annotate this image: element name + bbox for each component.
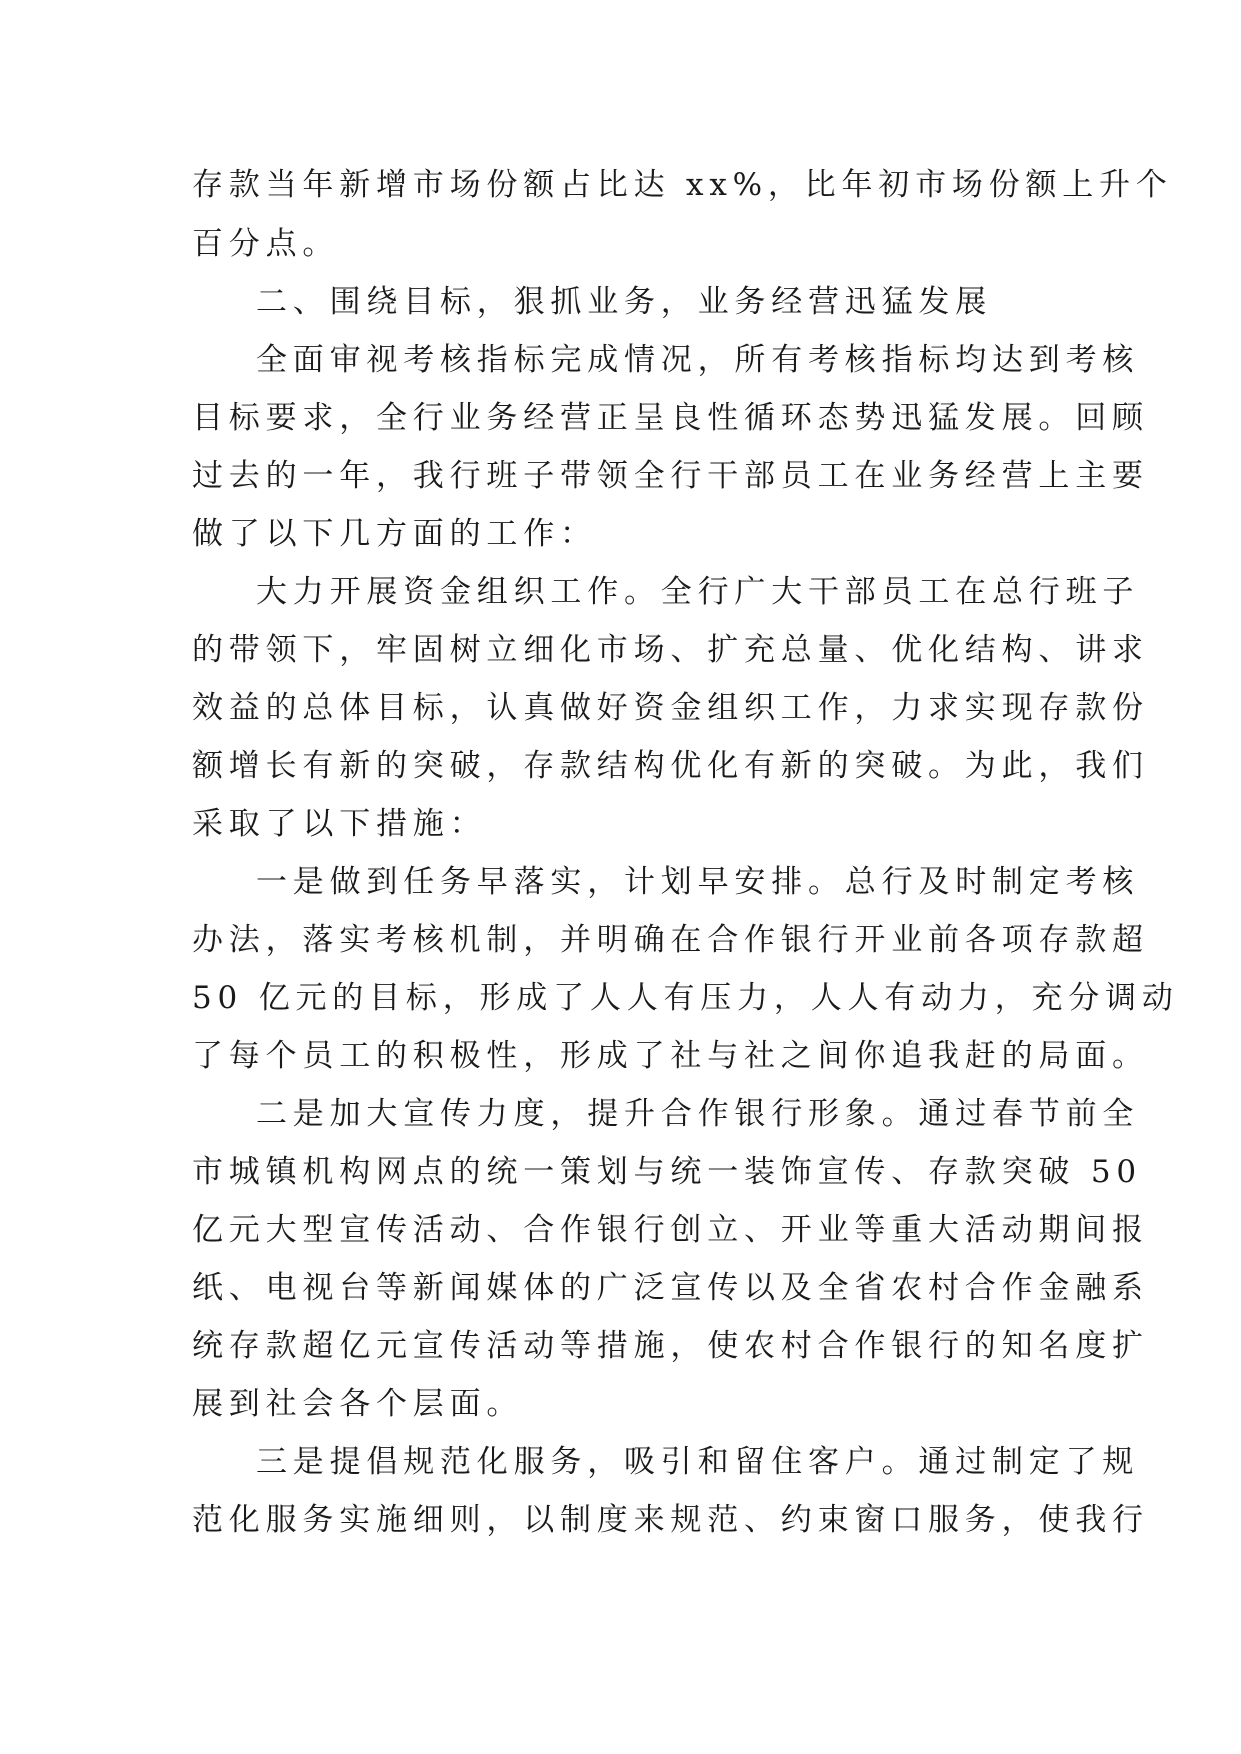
text-line: 统存款超亿元宣传活动等措施，使农村合作银行的知名度扩 — [192, 1328, 1149, 1364]
text-line: 50 亿元的目标，形成了人人有压力，人人有动力，充分调动 — [192, 980, 1179, 1016]
text-line: 展到社会各个层面。 — [192, 1386, 524, 1422]
section-heading: 二、围绕目标，狠抓业务，业务经营迅猛发展 — [256, 284, 992, 320]
text-line: 目标要求，全行业务经营正呈良性循环态势迅猛发展。回顾 — [192, 400, 1149, 436]
text-line: 额增长有新的突破，存款结构优化有新的突破。为此，我们 — [192, 748, 1149, 784]
text-line: 效益的总体目标，认真做好资金组织工作，力求实现存款份 — [192, 690, 1149, 726]
paragraph-start: 一是做到任务早落实，计划早安排。总行及时制定考核 — [256, 864, 1140, 900]
text-line: 做了以下几方面的工作： — [192, 516, 597, 552]
text-line: 了每个员工的积极性，形成了社与社之间你追我赶的局面。 — [192, 1038, 1149, 1074]
paragraph-start: 大力开展资金组织工作。全行广大干部员工在总行班子 — [256, 574, 1140, 610]
paragraph-start: 二是加大宣传力度，提升合作银行形象。通过春节前全 — [256, 1096, 1140, 1132]
text-line: 范化服务实施细则，以制度来规范、约束窗口服务，使我行 — [192, 1502, 1149, 1538]
text-line: 纸、电视台等新闻媒体的广泛宣传以及全省农村合作金融系 — [192, 1270, 1149, 1306]
text-line: 过去的一年，我行班子带领全行干部员工在业务经营上主要 — [192, 458, 1149, 494]
text-line: 亿元大型宣传活动、合作银行创立、开业等重大活动期间报 — [192, 1212, 1149, 1248]
paragraph-start: 全面审视考核指标完成情况，所有考核指标均达到考核 — [256, 342, 1140, 378]
text-line: 的带领下，牢固树立细化市场、扩充总量、优化结构、讲求 — [192, 632, 1149, 668]
text-line: 采取了以下措施： — [192, 806, 487, 842]
text-line: 市城镇机构网点的统一策划与统一装饰宣传、存款突破 50 — [192, 1154, 1142, 1190]
text-line: 办法，落实考核机制，并明确在合作银行开业前各项存款超 — [192, 922, 1149, 958]
text-line: 存款当年新增市场份额占比达 xx%，比年初市场份额上升个 — [192, 167, 1173, 203]
paragraph-start: 三是提倡规范化服务，吸引和留住客户。通过制定了规 — [256, 1444, 1140, 1480]
text-line: 百分点。 — [192, 226, 340, 262]
